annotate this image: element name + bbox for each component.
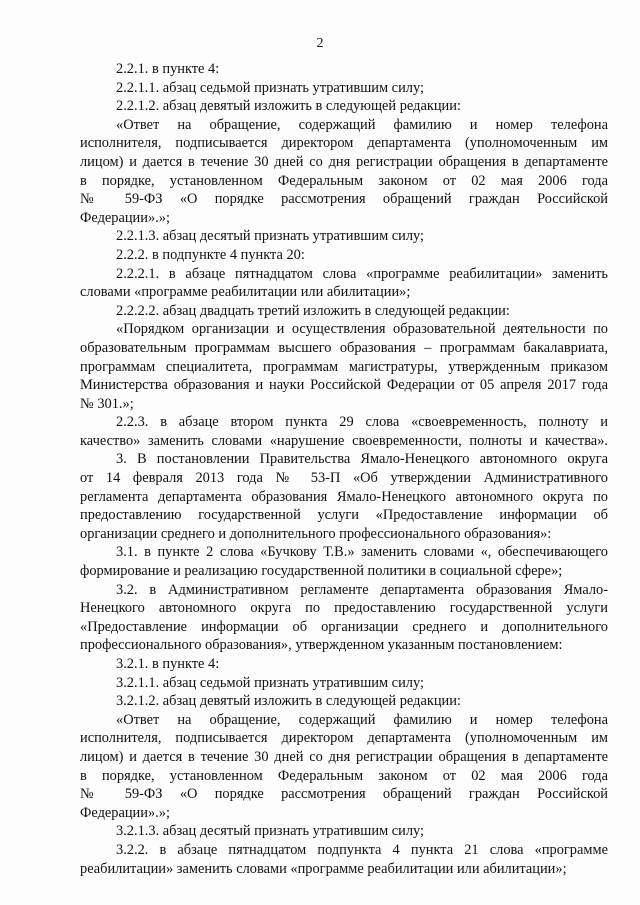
text-line: 3.2. в Административном регламенте департамента образования Ямало- [116, 581, 608, 598]
page-number: 2 [316, 36, 324, 51]
text-line: 3.1. в пункте 2 слова «Бучкову Т.В.» заменить словами «, обеспечивающего [116, 544, 608, 561]
text-line: реабилитации» заменить словами «программе реабилитации или абилитации»; [80, 860, 567, 877]
text-line: в порядке, установленном Федеральным законом от 02 мая 2006 года [80, 172, 608, 189]
document-body [80, 60, 608, 878]
text-line: словами «программе реабилитации или абилитации»; [80, 284, 411, 301]
text-line: Федерации».»; [80, 209, 170, 226]
text-line: № 301.»; [80, 395, 134, 412]
text-line: «Предоставление информации об организации среднего и дополнительного [80, 618, 608, 635]
text-line: от 14 февраля 2013 года № 53-П «Об утверждении Административного [80, 470, 608, 487]
text-line: 2.2.2. в подпункте 4 пункта 20: [116, 246, 305, 263]
text-line: 2.2.2.2. абзац двадцать третий изложить в следующей редакции: [116, 302, 510, 319]
text-line: качество» заменить словами «нарушение своевременности, полноты и качества». [80, 432, 608, 449]
text-line: формирование и реализацию государственной политики в социальной сфере»; [80, 563, 563, 580]
text-line: 2.2.3. в абзаце втором пункта 29 слова «своевременность, полноту и [116, 414, 608, 431]
text-line: 3. В постановлении Правительства Ямало-Ненецкого автономного округа [116, 451, 608, 468]
text-line: № 59-ФЗ «О порядке рассмотрения обращений граждан Российской [80, 786, 608, 803]
text-line: 3.2.2. в абзаце пятнадцатом подпункта 4 пункта 21 слова «программе [116, 841, 608, 858]
text-line: 3.2.1.2. абзац девятый изложить в следующей редакции: [116, 693, 461, 710]
text-line: профессионального образования», утвержденном указанным постановлением: [80, 637, 563, 654]
text-line: организации среднего и дополнительного профессионального образования»: [80, 525, 552, 542]
text-line: 3.2.1. в пункте 4: [116, 656, 220, 672]
text-line: Федерации».»; [80, 804, 170, 821]
text-line: лицом) и дается в течение 30 дней со дня регистрации обращения в департаменте [80, 153, 608, 170]
text-line: 2.2.2.1. в абзаце пятнадцатом слова «программе реабилитации» заменить [116, 265, 608, 282]
text-line: программам специалитета, программам магистратуры, утвержденным приказом [80, 358, 608, 375]
text-line: лицом) и дается в течение 30 дней со дня регистрации обращения в департаменте [80, 748, 608, 765]
text-line: Министерства образования и науки Российской Федерации от 05 апреля 2017 года [80, 377, 608, 394]
text-line: 2.2.1. в пункте 4: [116, 61, 220, 77]
text-line: «Порядком организации и осуществления образовательной деятельности по [116, 321, 608, 338]
text-line: 2.2.1.3. абзац десятый признать утратившим силу; [116, 228, 425, 245]
text-line: 3.2.1.1. абзац седьмой признать утратившим силу; [116, 674, 424, 691]
text-line: «Ответ на обращение, содержащий фамилию и номер телефона [116, 116, 608, 133]
text-line: 2.2.1.1. абзац седьмой признать утратившим силу; [116, 79, 424, 96]
text-line: регламента департамента образования Ямало-Ненецкого автономного округа по [80, 488, 608, 505]
text-line: 3.2.1.3. абзац десятый признать утратившим силу; [116, 823, 425, 840]
text-line: в порядке, установленном Федеральным законом от 02 мая 2006 года [80, 767, 608, 784]
text-line: Ненецкого автономного округа по предоставлению государственной услуги [80, 600, 608, 617]
text-line: № 59-ФЗ «О порядке рассмотрения обращений граждан Российской [80, 191, 608, 208]
text-line: предоставлению государственной услуги «Предоставление информации об [80, 507, 608, 524]
text-line: 2.2.1.2. абзац девятый изложить в следующей редакции: [116, 98, 461, 115]
text-line: исполнителя, подписывается директором департамента (уполномоченным им [80, 730, 608, 747]
text-line: образовательным программам высшего образования – программам бакалавриата, [80, 339, 608, 356]
text-line: исполнителя, подписывается директором департамента (уполномоченным им [80, 135, 608, 152]
text-line: «Ответ на обращение, содержащий фамилию и номер телефона [116, 711, 608, 728]
